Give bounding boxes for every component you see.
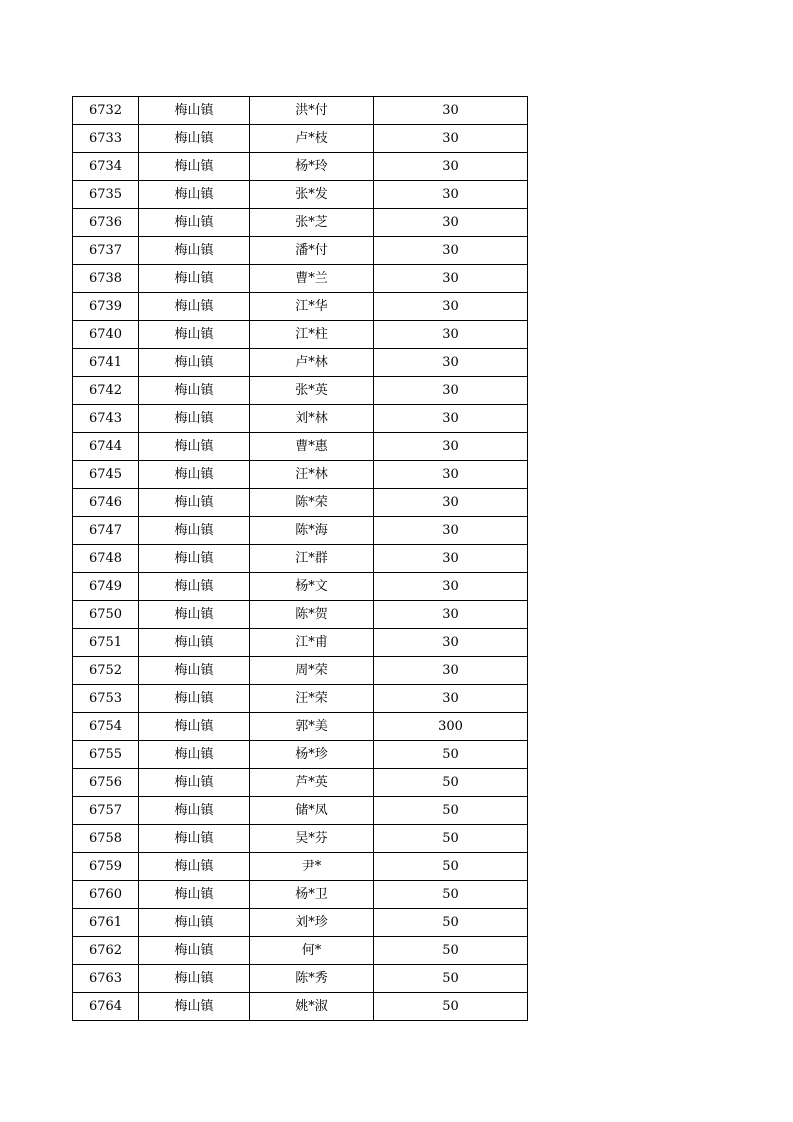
- town-cell: 梅山镇: [139, 993, 250, 1021]
- amount-cell: 50: [374, 965, 528, 993]
- name-cell: 卢*林: [250, 349, 374, 377]
- town-cell: 梅山镇: [139, 265, 250, 293]
- table-row: [73, 657, 528, 685]
- table-row: [73, 853, 528, 881]
- name-cell: 刘*珍: [250, 909, 374, 937]
- amount-cell: 50: [374, 909, 528, 937]
- amount-cell: 50: [374, 825, 528, 853]
- row-number-cell: 6764: [73, 993, 139, 1021]
- name-cell: 尹*: [250, 853, 374, 881]
- name-cell: 张*英: [250, 377, 374, 405]
- amount-cell: 30: [374, 657, 528, 685]
- name-cell: 姚*淑: [250, 993, 374, 1021]
- row-number-cell: 6733: [73, 125, 139, 153]
- table-row: [73, 125, 528, 153]
- amount-cell: 30: [374, 265, 528, 293]
- table-row: [73, 881, 528, 909]
- amount-cell: 30: [374, 153, 528, 181]
- name-cell: 曹*兰: [250, 265, 374, 293]
- table-row: [73, 741, 528, 769]
- amount-cell: 30: [374, 461, 528, 489]
- amount-cell: 50: [374, 937, 528, 965]
- table-row: [73, 181, 528, 209]
- name-cell: 陈*荣: [250, 489, 374, 517]
- amount-cell: 50: [374, 881, 528, 909]
- town-cell: 梅山镇: [139, 209, 250, 237]
- name-cell: 张*芝: [250, 209, 374, 237]
- town-cell: 梅山镇: [139, 825, 250, 853]
- town-cell: 梅山镇: [139, 153, 250, 181]
- town-cell: 梅山镇: [139, 629, 250, 657]
- row-number-cell: 6760: [73, 881, 139, 909]
- town-cell: 梅山镇: [139, 125, 250, 153]
- name-cell: 郭*美: [250, 713, 374, 741]
- amount-cell: 30: [374, 629, 528, 657]
- row-number-cell: 6757: [73, 797, 139, 825]
- name-cell: 陈*海: [250, 517, 374, 545]
- table-row: [73, 405, 528, 433]
- roster-table-body: [73, 97, 528, 1021]
- row-number-cell: 6739: [73, 293, 139, 321]
- town-cell: 梅山镇: [139, 97, 250, 125]
- row-number-cell: 6754: [73, 713, 139, 741]
- name-cell: 江*华: [250, 293, 374, 321]
- row-number-cell: 6763: [73, 965, 139, 993]
- town-cell: 梅山镇: [139, 433, 250, 461]
- table-row: [73, 629, 528, 657]
- amount-cell: 30: [374, 125, 528, 153]
- town-cell: 梅山镇: [139, 797, 250, 825]
- town-cell: 梅山镇: [139, 461, 250, 489]
- amount-cell: 30: [374, 685, 528, 713]
- town-cell: 梅山镇: [139, 545, 250, 573]
- name-cell: 芦*英: [250, 769, 374, 797]
- amount-cell: 30: [374, 321, 528, 349]
- row-number-cell: 6742: [73, 377, 139, 405]
- row-number-cell: 6735: [73, 181, 139, 209]
- town-cell: 梅山镇: [139, 489, 250, 517]
- row-number-cell: 6750: [73, 601, 139, 629]
- amount-cell: 30: [374, 601, 528, 629]
- table-row: [73, 517, 528, 545]
- name-cell: 陈*秀: [250, 965, 374, 993]
- row-number-cell: 6753: [73, 685, 139, 713]
- name-cell: 曹*惠: [250, 433, 374, 461]
- name-cell: 吴*芬: [250, 825, 374, 853]
- row-number-cell: 6738: [73, 265, 139, 293]
- table-row: [73, 937, 528, 965]
- name-cell: 陈*贺: [250, 601, 374, 629]
- row-number-cell: 6736: [73, 209, 139, 237]
- table-row: [73, 489, 528, 517]
- table-row: [73, 993, 528, 1021]
- table-row: [73, 769, 528, 797]
- name-cell: 杨*珍: [250, 741, 374, 769]
- town-cell: 梅山镇: [139, 517, 250, 545]
- town-cell: 梅山镇: [139, 965, 250, 993]
- table-row: [73, 909, 528, 937]
- table-row: [73, 545, 528, 573]
- table-row: [73, 265, 528, 293]
- table-row: [73, 573, 528, 601]
- town-cell: 梅山镇: [139, 377, 250, 405]
- row-number-cell: 6749: [73, 573, 139, 601]
- table-row: [73, 293, 528, 321]
- name-cell: 刘*林: [250, 405, 374, 433]
- name-cell: 杨*玲: [250, 153, 374, 181]
- row-number-cell: 6745: [73, 461, 139, 489]
- row-number-cell: 6743: [73, 405, 139, 433]
- row-number-cell: 6734: [73, 153, 139, 181]
- town-cell: 梅山镇: [139, 601, 250, 629]
- amount-cell: 30: [374, 97, 528, 125]
- amount-cell: 30: [374, 237, 528, 265]
- town-cell: 梅山镇: [139, 657, 250, 685]
- row-number-cell: 6747: [73, 517, 139, 545]
- name-cell: 杨*卫: [250, 881, 374, 909]
- row-number-cell: 6744: [73, 433, 139, 461]
- row-number-cell: 6748: [73, 545, 139, 573]
- table-row: [73, 97, 528, 125]
- amount-cell: 30: [374, 573, 528, 601]
- amount-cell: 50: [374, 993, 528, 1021]
- name-cell: 何*: [250, 937, 374, 965]
- name-cell: 江*群: [250, 545, 374, 573]
- town-cell: 梅山镇: [139, 881, 250, 909]
- table-row: [73, 965, 528, 993]
- amount-cell: 30: [374, 489, 528, 517]
- row-number-cell: 6758: [73, 825, 139, 853]
- town-cell: 梅山镇: [139, 769, 250, 797]
- town-cell: 梅山镇: [139, 405, 250, 433]
- amount-cell: 50: [374, 853, 528, 881]
- table-row: [73, 601, 528, 629]
- name-cell: 周*荣: [250, 657, 374, 685]
- table-row: [73, 321, 528, 349]
- town-cell: 梅山镇: [139, 293, 250, 321]
- name-cell: 洪*付: [250, 97, 374, 125]
- table-row: [73, 713, 528, 741]
- table-row: [73, 153, 528, 181]
- row-number-cell: 6751: [73, 629, 139, 657]
- town-cell: 梅山镇: [139, 741, 250, 769]
- table-row: [73, 685, 528, 713]
- table-row: [73, 461, 528, 489]
- amount-cell: 30: [374, 517, 528, 545]
- town-cell: 梅山镇: [139, 349, 250, 377]
- town-cell: 梅山镇: [139, 853, 250, 881]
- table-row: [73, 209, 528, 237]
- row-number-cell: 6746: [73, 489, 139, 517]
- name-cell: 汪*林: [250, 461, 374, 489]
- name-cell: 江*柱: [250, 321, 374, 349]
- amount-cell: 30: [374, 405, 528, 433]
- table-row: [73, 825, 528, 853]
- name-cell: 储*凤: [250, 797, 374, 825]
- amount-cell: 30: [374, 293, 528, 321]
- row-number-cell: 6762: [73, 937, 139, 965]
- town-cell: 梅山镇: [139, 237, 250, 265]
- name-cell: 潘*付: [250, 237, 374, 265]
- row-number-cell: 6732: [73, 97, 139, 125]
- amount-cell: 50: [374, 797, 528, 825]
- row-number-cell: 6752: [73, 657, 139, 685]
- amount-cell: 30: [374, 181, 528, 209]
- row-number-cell: 6761: [73, 909, 139, 937]
- amount-cell: 50: [374, 741, 528, 769]
- town-cell: 梅山镇: [139, 713, 250, 741]
- name-cell: 卢*枝: [250, 125, 374, 153]
- town-cell: 梅山镇: [139, 573, 250, 601]
- town-cell: 梅山镇: [139, 321, 250, 349]
- table-row: [73, 349, 528, 377]
- town-cell: 梅山镇: [139, 685, 250, 713]
- table-row: [73, 433, 528, 461]
- row-number-cell: 6756: [73, 769, 139, 797]
- row-number-cell: 6740: [73, 321, 139, 349]
- amount-cell: 30: [374, 349, 528, 377]
- table-row: [73, 377, 528, 405]
- row-number-cell: 6755: [73, 741, 139, 769]
- amount-cell: 50: [374, 769, 528, 797]
- amount-cell: 30: [374, 209, 528, 237]
- table-row: [73, 797, 528, 825]
- table-row: [73, 237, 528, 265]
- row-number-cell: 6759: [73, 853, 139, 881]
- row-number-cell: 6741: [73, 349, 139, 377]
- name-cell: 杨*文: [250, 573, 374, 601]
- town-cell: 梅山镇: [139, 181, 250, 209]
- row-number-cell: 6737: [73, 237, 139, 265]
- town-cell: 梅山镇: [139, 937, 250, 965]
- town-cell: 梅山镇: [139, 909, 250, 937]
- name-cell: 江*甫: [250, 629, 374, 657]
- name-cell: 张*发: [250, 181, 374, 209]
- roster-table: [72, 96, 528, 1021]
- amount-cell: 30: [374, 545, 528, 573]
- amount-cell: 30: [374, 433, 528, 461]
- amount-cell: 300: [374, 713, 528, 741]
- name-cell: 汪*荣: [250, 685, 374, 713]
- amount-cell: 30: [374, 377, 528, 405]
